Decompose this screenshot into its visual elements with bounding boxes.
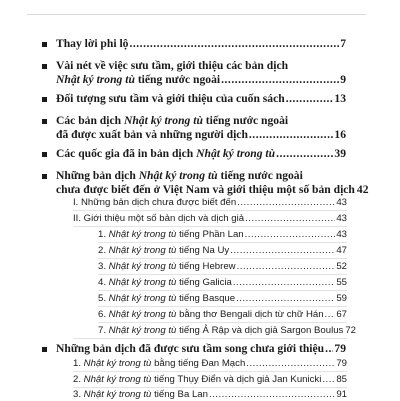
top-rule	[27, 14, 366, 15]
bullet-icon	[42, 64, 47, 69]
toc-entry-0[interactable]	[56, 37, 346, 50]
toc-subsubentry-1[interactable]: 2. Nhật ký trong tù tiếng Na Uy ..... 47	[98, 245, 347, 257]
toc-subsubentry-5[interactable]: 6. Nhật ký trong tù bằng thơ Bengali dịch từ chữ Hán ..... 67	[98, 309, 347, 321]
toc-entry-3[interactable]: đã được xuất bản và những người dịch ..... 16	[56, 128, 346, 141]
toc-subsubentry-3[interactable]: 4. Nhật ký trong tù tiếng Galicia ..... 55	[98, 277, 347, 289]
toc-subentry-c0[interactable]: 1. Nhật ký trong tù bằng tiếng Đan Mạch ..... 79	[73, 358, 347, 370]
bullet-icon	[42, 97, 47, 102]
toc-entry-5-line1[interactable]: Những bản dịch Nhật ký trong tù tiếng nước ngoài	[56, 169, 303, 182]
bullet-icon	[42, 152, 47, 157]
toc-entry-1[interactable]: Nhật ký trong tù tiếng nước ngoài ..... 9	[56, 73, 346, 86]
toc-entry-5[interactable]: chưa được biết đến ở Việt Nam và giới thiệu một số bản dịch 42	[56, 183, 369, 196]
toc-entry-page: 79	[334, 342, 346, 355]
toc-subsubentry-0[interactable]: 1. Nhật ký trong tù tiếng Phần Lan ..... 43	[98, 229, 347, 241]
toc-entry-2[interactable]	[56, 92, 346, 105]
toc-subentry-1[interactable]: II. Giới thiệu một số bản dịch và dịch giả ..... 43	[73, 213, 347, 225]
toc-subsubentry-6[interactable]: 7. Nhật ký trong tù tiếng Ả Rập và dịch giả Sargon Boulus 72	[98, 325, 357, 336]
toc-entry-page: 16	[334, 128, 346, 141]
toc-subentry-c1[interactable]: 2. Nhật ký trong tù tiếng Thụy Điển và dịch giả Jan Kunicki ..... 85	[73, 374, 347, 386]
toc-subsubentry-2[interactable]: 3. Nhật ký trong tù tiếng Hebrew ..... 52	[98, 261, 347, 273]
toc-entry-6[interactable]	[56, 342, 346, 355]
bullet-icon	[42, 119, 47, 124]
toc-entry-title: Đối tượng sưu tầm và giới thiệu của cuốn sách	[56, 92, 285, 105]
bullet-icon	[42, 42, 47, 47]
toc-entry-page: 13	[334, 92, 346, 105]
toc-entry-page: 39	[334, 147, 346, 160]
toc-entry-page: 42	[356, 183, 369, 196]
toc-subsubentry-4[interactable]: 5. Nhật ký trong tù tiếng Basque ..... 59	[98, 293, 347, 305]
toc-entry-1-line1[interactable]: Vài nét về việc sưu tầm, giới thiệu các bản dịch	[56, 59, 289, 72]
bullet-icon	[42, 174, 47, 179]
toc-entry-4[interactable]: Các quốc gia đã in bản dịch Nhật ký trong tù ..... 39	[56, 147, 346, 160]
toc-entry-title: Thay lời phi lộ	[56, 37, 129, 50]
toc-entry-page: 9	[340, 73, 346, 86]
bullet-icon	[42, 347, 47, 352]
toc-subentry-c2[interactable]: 3. Nhật ký trong tù tiếng Ba Lan ..... 91	[73, 389, 347, 401]
toc-entry-page: 7	[340, 37, 346, 50]
toc-entry-3-line1[interactable]: Các bản dịch Nhật ký trong tù tiếng nước ngoài	[56, 114, 289, 127]
toc-subentry-0[interactable]: I. Những bản dịch chưa được biết đến ..... 43	[73, 197, 347, 209]
toc-entry-title: Những bản dịch đã được sưu tầm song chưa giới thiệu	[56, 342, 325, 355]
